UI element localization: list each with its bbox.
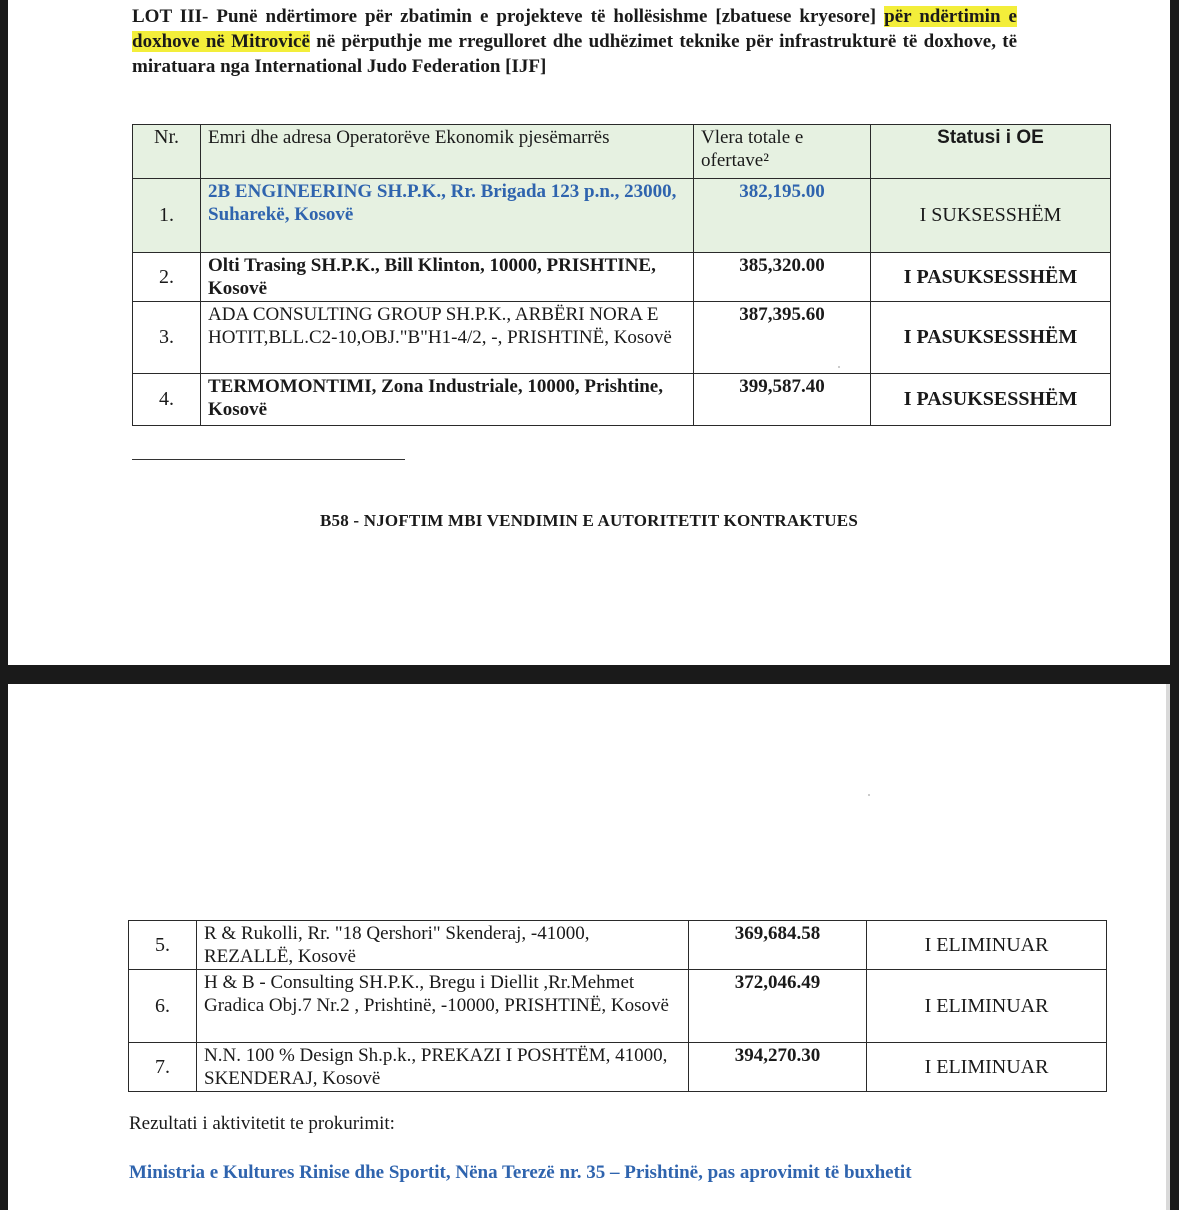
row-nr: 1.	[133, 179, 201, 253]
row-operator: ADA CONSULTING GROUP SH.P.K., ARBËRI NORA E HOTIT,BLL.C2-10,OBJ."B"H1-4/2, -, PRISHTINË, Kosovë	[201, 302, 694, 374]
page-edge	[1166, 684, 1170, 1210]
row-nr: 7.	[129, 1043, 197, 1092]
table-row	[133, 302, 1111, 374]
row-status: I PASUKSESSHËM	[871, 253, 1111, 302]
header-name: Emri dhe adresa Operatorëve Ekonomik pjesëmarrës	[201, 125, 694, 179]
row-operator: R & Rukolli, Rr. "18 Qershori" Skenderaj, -41000, REZALLË, Kosovë	[197, 921, 689, 970]
row-operator: H & B - Consulting SH.P.K., Bregu i Diellit ,Rr.Mehmet Gradica Obj.7 Nr.2 , Prishtinë, -10000, PRISHTINË, Kosovë	[197, 970, 689, 1043]
lot-text-end: në përputhje me rregulloret dhe udhëzimet teknike për infrastrukturë të doxhove, të miratuara nga International Judo Federation [IJF]	[132, 31, 1018, 77]
table-row	[133, 253, 1111, 302]
row-value: 399,587.40	[694, 374, 871, 426]
table-row	[129, 970, 1107, 1043]
row-value: 372,046.49	[689, 970, 867, 1043]
footnote-separator	[132, 459, 405, 460]
row-status: I PASUKSESSHËM	[871, 302, 1111, 374]
lot-text-highlighted: për ndërtimin e doxhove në Mitrovicë	[132, 6, 1017, 52]
scan-speck	[838, 366, 840, 368]
row-operator: Olti Trasing SH.P.K., Bill Klinton, 10000, PRISHTINE, Kosovë	[201, 253, 694, 302]
row-nr: 6.	[129, 970, 197, 1043]
procurement-result-label: Rezultati i aktivitetit te prokurimit:	[129, 1113, 395, 1134]
document-page-1	[8, 0, 1170, 665]
row-operator: TERMOMONTIMI, Zona Industriale, 10000, Prishtine, Kosovë	[201, 374, 694, 426]
contracting-authority-line: Ministria e Kultures Rinise dhe Sportit, Nëna Terezë nr. 35 – Prishtinë, pas aprovimit të buxhetit	[129, 1162, 912, 1183]
row-value: 394,270.30	[689, 1043, 867, 1092]
header-status: Statusi i OE	[871, 125, 1111, 179]
header-nr: Nr.	[133, 125, 201, 179]
row-value: 369,684.58	[689, 921, 867, 970]
table-row	[129, 921, 1107, 970]
row-nr: 4.	[133, 374, 201, 426]
row-status: I PASUKSESSHËM	[871, 374, 1111, 426]
row-nr: 3.	[133, 302, 201, 374]
offers-table-eliminated	[128, 920, 1107, 1092]
row-status: I ELIMINUAR	[867, 970, 1107, 1043]
document-page-2	[8, 684, 1170, 1210]
lot-description	[132, 4, 1017, 79]
row-value: 382,195.00	[694, 179, 871, 253]
table-row	[133, 179, 1111, 253]
lot-text-start: LOT III- Punë ndërtimore për zbatimin e projekteve të hollësishme [zbatuese kryesore]	[132, 6, 885, 27]
row-nr: 2.	[133, 253, 201, 302]
header-value: Vlera totale e ofertave²	[694, 125, 871, 179]
offers-table-lot	[132, 124, 1111, 426]
row-operator: 2B ENGINEERING SH.P.K., Rr. Brigada 123 p.n., 23000, Suharekë, Kosovë	[201, 179, 694, 253]
row-value: 385,320.00	[694, 253, 871, 302]
row-nr: 5.	[129, 921, 197, 970]
section-title-b58: B58 - NJOFTIM MBI VENDIMIN E AUTORITETIT KONTRAKTUES	[320, 511, 858, 530]
table-header-row	[133, 125, 1111, 179]
row-status: I SUKSESSHËM	[871, 179, 1111, 253]
row-status: I ELIMINUAR	[867, 1043, 1107, 1092]
row-operator: N.N. 100 % Design Sh.p.k., PREKAZI I POSHTËM, 41000, SKENDERAJ, Kosovë	[197, 1043, 689, 1092]
table-row	[129, 1043, 1107, 1092]
scan-speck	[868, 794, 870, 796]
row-status: I ELIMINUAR	[867, 921, 1107, 970]
table-row	[133, 374, 1111, 426]
row-value: 387,395.60	[694, 302, 871, 374]
